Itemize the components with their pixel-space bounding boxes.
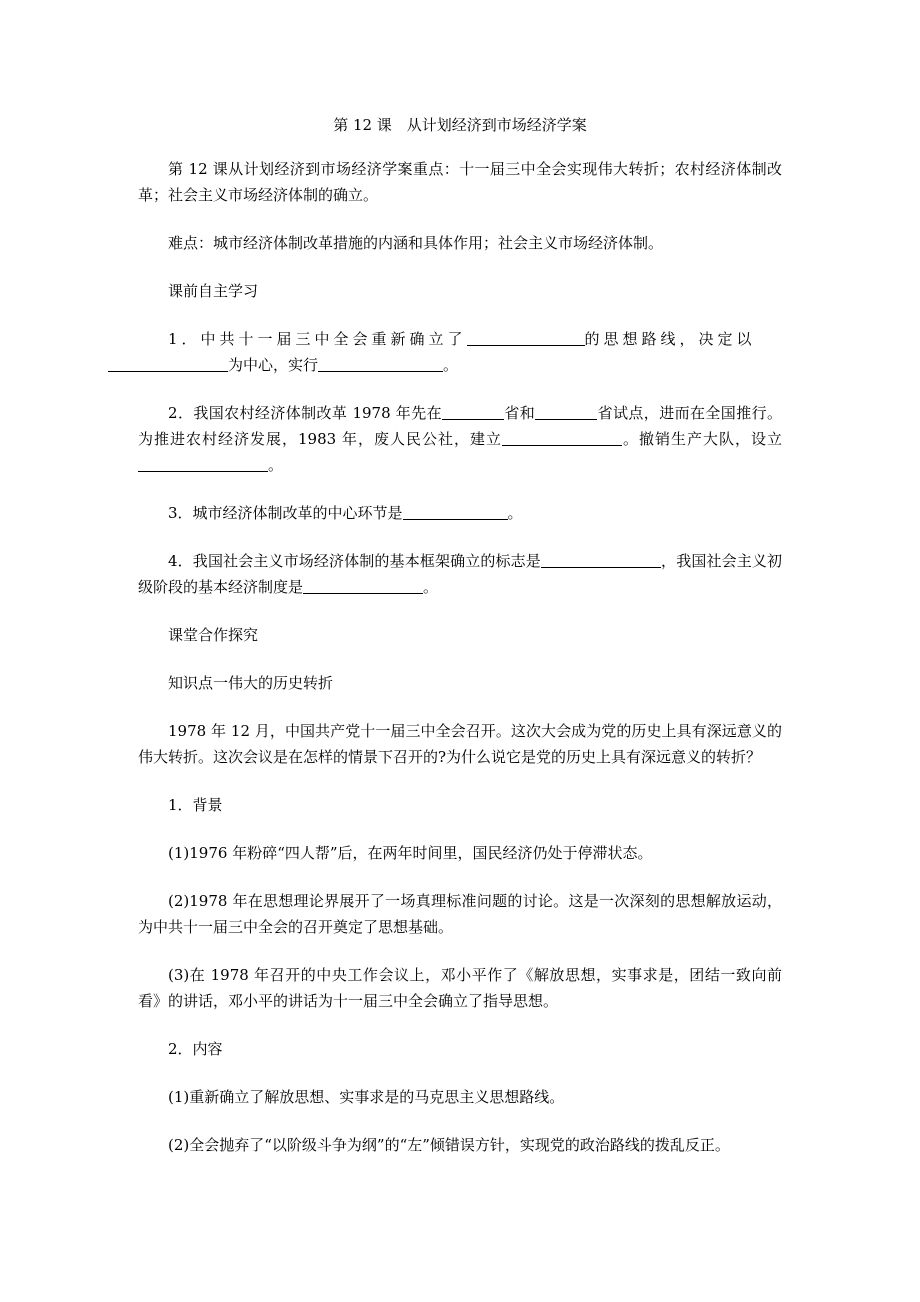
q1-part-c: 为中心，实行 — [228, 356, 319, 374]
content-heading: 2．内容 — [168, 1040, 223, 1058]
q1-blank-3[interactable] — [318, 355, 443, 372]
q1-blank-1[interactable] — [467, 329, 585, 346]
q4-blank-1[interactable] — [541, 551, 661, 568]
section-class-inquiry: 课堂合作探究 — [168, 626, 259, 644]
q2-blank-1[interactable] — [442, 403, 504, 420]
q3-blank-1[interactable] — [403, 503, 508, 520]
content-item-2: (2)全会抛弃了“以阶级斗争为纲”的“左”倾错误方针，实现党的政治路线的拨乱反正。 — [168, 1136, 730, 1154]
q2-blank-4[interactable] — [138, 455, 268, 472]
question-3 — [138, 500, 782, 526]
intro-paragraph: 第 12 课从计划经济到市场经济学案重点：十一届三中全会实现伟大转折；农村经济体制改革；社会主义市场经济体制的确立。 — [138, 160, 782, 204]
background-heading: 1．背景 — [168, 796, 223, 814]
q2-blank-2[interactable] — [535, 403, 597, 420]
difficulty-paragraph: 难点：城市经济体制改革措施的内涵和具体作用；社会主义市场经济体制。 — [168, 234, 664, 252]
question-4 — [138, 548, 782, 600]
q2-part-b: 省和 — [504, 404, 536, 422]
q3-part-b: 。 — [507, 504, 523, 522]
question-2 — [138, 400, 782, 478]
q3-part-a: 3．城市经济体制改革的中心环节是 — [168, 504, 403, 522]
q1-blank-2[interactable] — [108, 355, 228, 372]
q1-part-b: 的思想路线，决定以 — [584, 330, 756, 348]
q2-blank-3[interactable] — [502, 429, 622, 446]
section-pre-study: 课前自主学习 — [168, 282, 259, 300]
q4-part-c: 。 — [423, 578, 439, 596]
knowledge-point-1: 知识点一伟大的历史转折 — [168, 674, 334, 692]
q2-part-e: 。 — [268, 456, 284, 474]
background-item-3: (3)在 1978 年召开的中央工作会议上，邓小平作了《解放思想，实事求是，团结一致向前看》的讲话，邓小平的讲话为十一届三中全会确立了指导思想。 — [138, 966, 782, 1010]
q4-part-a: 4．我国社会主义市场经济体制的基本框架确立的标志是 — [168, 552, 541, 570]
background-item-1: (1)1976 年粉碎“四人帮”后，在两年时间里，国民经济仍处于停滞状态。 — [168, 844, 653, 862]
question-1 — [138, 326, 782, 378]
q2-part-a: 2．我国农村经济体制改革 1978 年先在 — [168, 404, 443, 422]
background-item-2: (2)1978 年在思想理论界展开了一场真理标准问题的讨论。这是一次深刻的思想解放运动，为中共十一届三中全会的召开奠定了思想基础。 — [138, 892, 782, 936]
q1-part-a: 1．中共十一届三中全会重新确立了 — [168, 330, 467, 348]
q2-part-d: 。撤销生产大队，设立 — [621, 430, 782, 448]
document-title: 第 12 课 从计划经济到市场经济学案 — [333, 116, 587, 134]
document-page — [138, 114, 782, 1158]
content-item-1: (1)重新确立了解放思想、实事求是的马克思主义思想路线。 — [168, 1088, 565, 1106]
q2-part-c: 省试点，进而在全国推行。为推进农村经济发展，1983 年，废人民公社，建立 — [138, 404, 782, 448]
knowledge-point-1-text: 1978 年 12 月，中国共产党十一届三中全会召开。这次大会成为党的历史上具有深远意义的伟大转折。这次会议是在怎样的情景下召开的?为什么说它是党的历史上具有深远意义的转折？ — [138, 722, 782, 766]
q4-blank-2[interactable] — [303, 577, 423, 594]
q4-part-b: ，我国社会主义初级阶段的基本经济制度是 — [138, 552, 782, 596]
q1-part-d: 。 — [443, 356, 459, 374]
